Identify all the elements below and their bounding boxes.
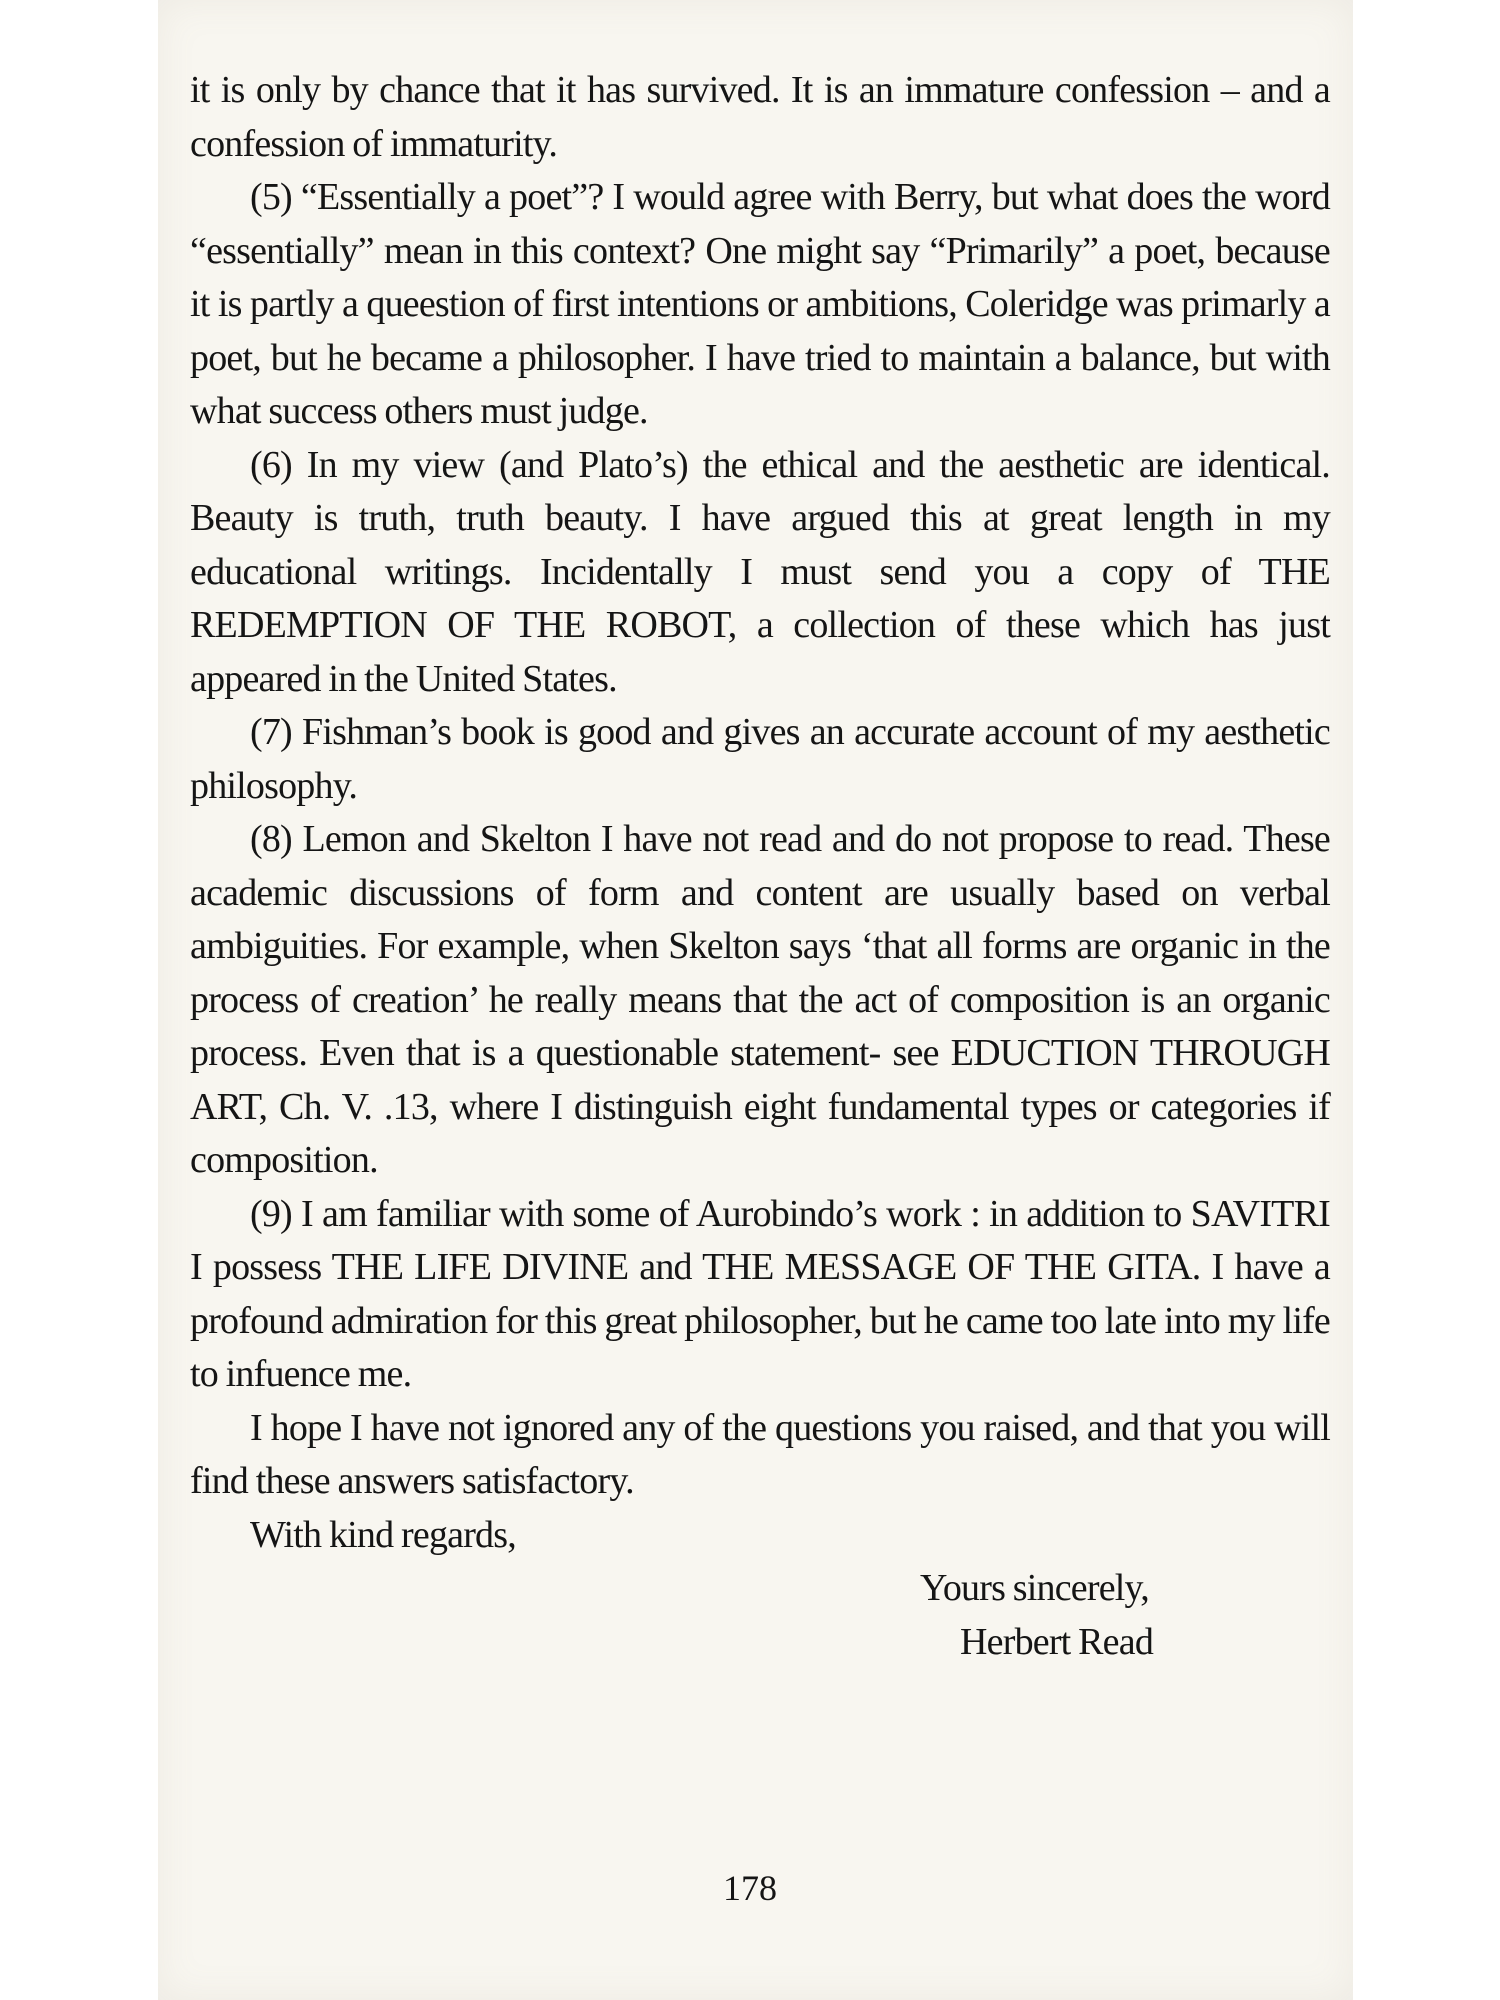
paragraph-point-7: (7) Fishman’s book is good and gives an accurate account of my aesthetic philosophy.	[190, 711, 1330, 807]
signature: Herbert Read	[960, 1620, 1154, 1663]
paragraph-closing: I hope I have not ignored any of the questions you raised, and that you will find these answers satisfactory.	[190, 1406, 1330, 1502]
page-number: 178	[723, 1868, 777, 1908]
paragraph-continuation: it is only by chance that it has survived. It is an immature confession – and a confession of immaturity.	[190, 69, 1330, 165]
salutation: With kind regards,	[250, 1513, 516, 1556]
paragraph-point-9: (9) I am familiar with some of Aurobindo’s work : in addition to SAVITRI I possess THE LIFE DIVINE and THE MESSAGE OF THE GITA. I have a profound admiration for this great philosopher, but he came too late into my life to infuence me.	[190, 1192, 1330, 1395]
paragraph-point-6: (6) In my view (and Plato’s) the ethical and the aesthetic are identical. Beauty is truth, truth beauty. I have argued this at great length in my educational writings. Incidentally I must send you a copy of THE REDEMPTION OF THE ROBOT, a collection of these which has just appeared in the United States.	[190, 443, 1330, 700]
paragraph-point-5: (5) “Essentially a poet”? I would agree with Berry, but what does the word “essentially” mean in this context? One might say “Primarily” a poet, because it is partly a queestion of first intentions or ambitions, Coleridge was primarly a poet, but he became a philosopher. I have tried to maintain a balance, but with what success others must judge.	[190, 176, 1330, 432]
letter-body	[190, 64, 1330, 1669]
paragraph-point-8: (8) Lemon and Skelton I have not read and do not propose to read. These academic discussions of form and content are usually based on verbal ambiguities. For example, when Skelton says ‘that all forms are organic in the process of creation’ he really means that the act of composition is an organic process. Even that is a questionable statement- see EDUCTION THROUGH ART, Ch. V. .13, where I distinguish eight fundamental types or categories if composition.	[190, 818, 1330, 1181]
valediction: Yours sincerely,	[920, 1567, 1149, 1609]
